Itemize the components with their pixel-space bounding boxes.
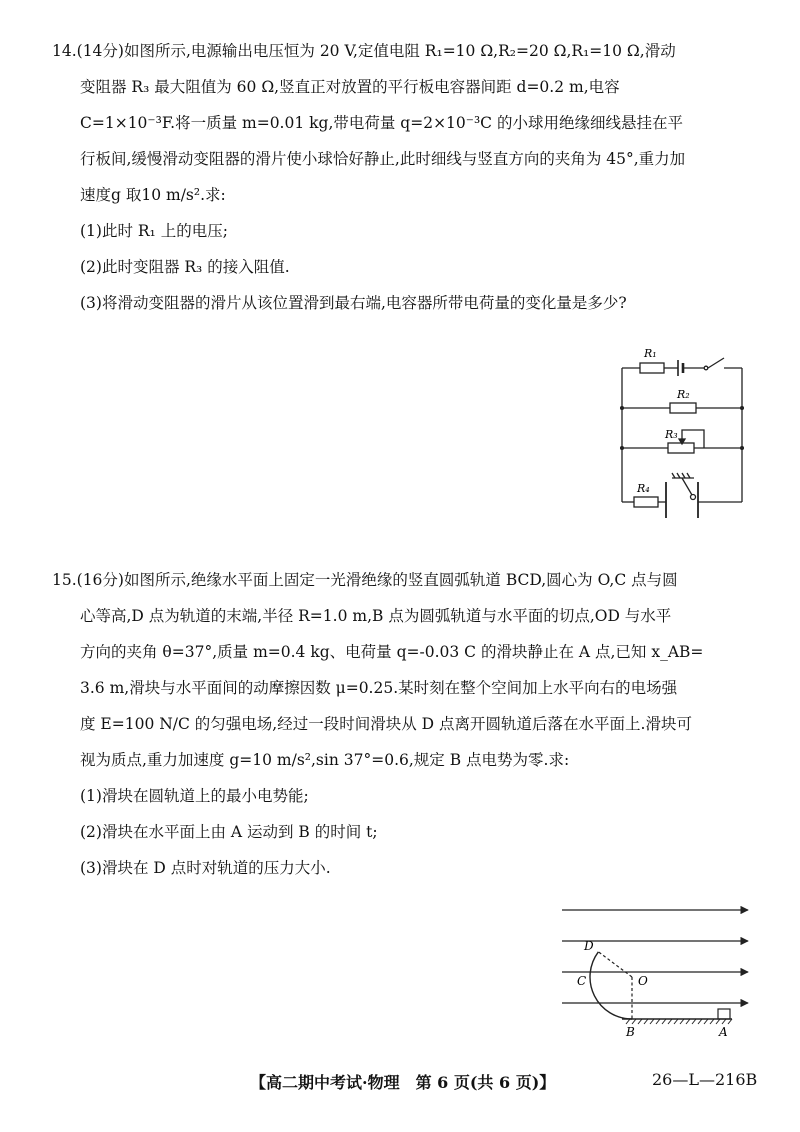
r4-resistor bbox=[634, 497, 658, 507]
footer-page-title: 【高二期中考试·物理 第 6 页(共 6 页)】 bbox=[250, 1073, 556, 1092]
q14-subq-1: (1)此时 R₁ 上的电压; bbox=[80, 222, 228, 240]
q15-line-2: 心等高,D 点为轨道的末端,半径 R=1.0 m,B 点为圆弧轨道与水平面的切点,OD 与水平 bbox=[80, 607, 672, 625]
label-r4: R₄ bbox=[637, 482, 650, 495]
q14-line-5: 速度g 取10 m/s².求: bbox=[80, 186, 226, 204]
label-d: D bbox=[584, 939, 594, 953]
q14-line-2: 变阻器 R₃ 最大阻值为 60 Ω,竖直正对放置的平行板电容器间距 d=0.2 m,电容 bbox=[80, 78, 620, 96]
q15-line-5: 度 E=100 N/C 的匀强电场,经过一段时间滑块从 D 点离开圆轨道后落在水平面上.滑块可 bbox=[80, 715, 692, 733]
r1-resistor bbox=[640, 363, 664, 373]
r3-rheostat bbox=[668, 443, 694, 453]
q14-subq-3: (3)将滑动变阻器的滑片从该位置滑到最右端,电容器所带电荷量的变化量是多少? bbox=[80, 294, 627, 312]
q15-track-diagram bbox=[556, 898, 756, 1040]
label-c: C bbox=[577, 974, 587, 988]
q15-subq-3: (3)滑块在 D 点时对轨道的压力大小. bbox=[80, 859, 331, 877]
label-r3: R₃ bbox=[665, 428, 678, 441]
footer-exam-code: 26—L—216B bbox=[652, 1070, 758, 1089]
q15-subq-1: (1)滑块在圆轨道上的最小电势能; bbox=[80, 787, 309, 805]
q15-line-4: 3.6 m,滑块与水平面间的动摩擦因数 μ=0.25.某时刻在整个空间加上水平向右的电场强 bbox=[80, 679, 678, 697]
label-o: O bbox=[638, 974, 648, 988]
r2-resistor bbox=[670, 403, 696, 413]
q14-line-3: C=1×10⁻³F.将一质量 m=0.01 kg,带电荷量 q=2×10⁻³C 的小球用绝缘细线悬挂在平 bbox=[80, 114, 683, 132]
q15-subq-2: (2)滑块在水平面上由 A 运动到 B 的时间 t; bbox=[80, 823, 378, 841]
label-r2: R₂ bbox=[677, 388, 690, 401]
label-b: B bbox=[626, 1025, 635, 1039]
q15-line-3: 方向的夹角 θ=37°,质量 m=0.4 kg、电荷量 q=-0.03 C 的滑块静止在 A 点,已知 x_AB= bbox=[80, 643, 704, 661]
q15-line-1: 15.(16分)如图所示,绝缘水平面上固定一光滑绝缘的竖直圆弧轨道 BCD,圆心为 O,C 点与圆 bbox=[52, 571, 678, 589]
label-r1: R₁ bbox=[644, 347, 657, 360]
q14-line-1: 14.(14分)如图所示,电源输出电压恒为 20 V,定值电阻 R₁=10 Ω,R₂=20 Ω,R₁=10 Ω,滑动 bbox=[52, 42, 676, 60]
q14-circuit-diagram bbox=[600, 340, 760, 520]
q14-line-4: 行板间,缓慢滑动变阻器的滑片使小球恰好静止,此时细线与竖直方向的夹角为 45°,重力加 bbox=[80, 150, 686, 168]
q14-subq-2: (2)此时变阻器 R₃ 的接入阻值. bbox=[80, 258, 290, 276]
label-a: A bbox=[719, 1025, 728, 1039]
q15-line-6: 视为质点,重力加速度 g=10 m/s²,sin 37°=0.6,规定 B 点电势为零.求: bbox=[80, 751, 570, 769]
